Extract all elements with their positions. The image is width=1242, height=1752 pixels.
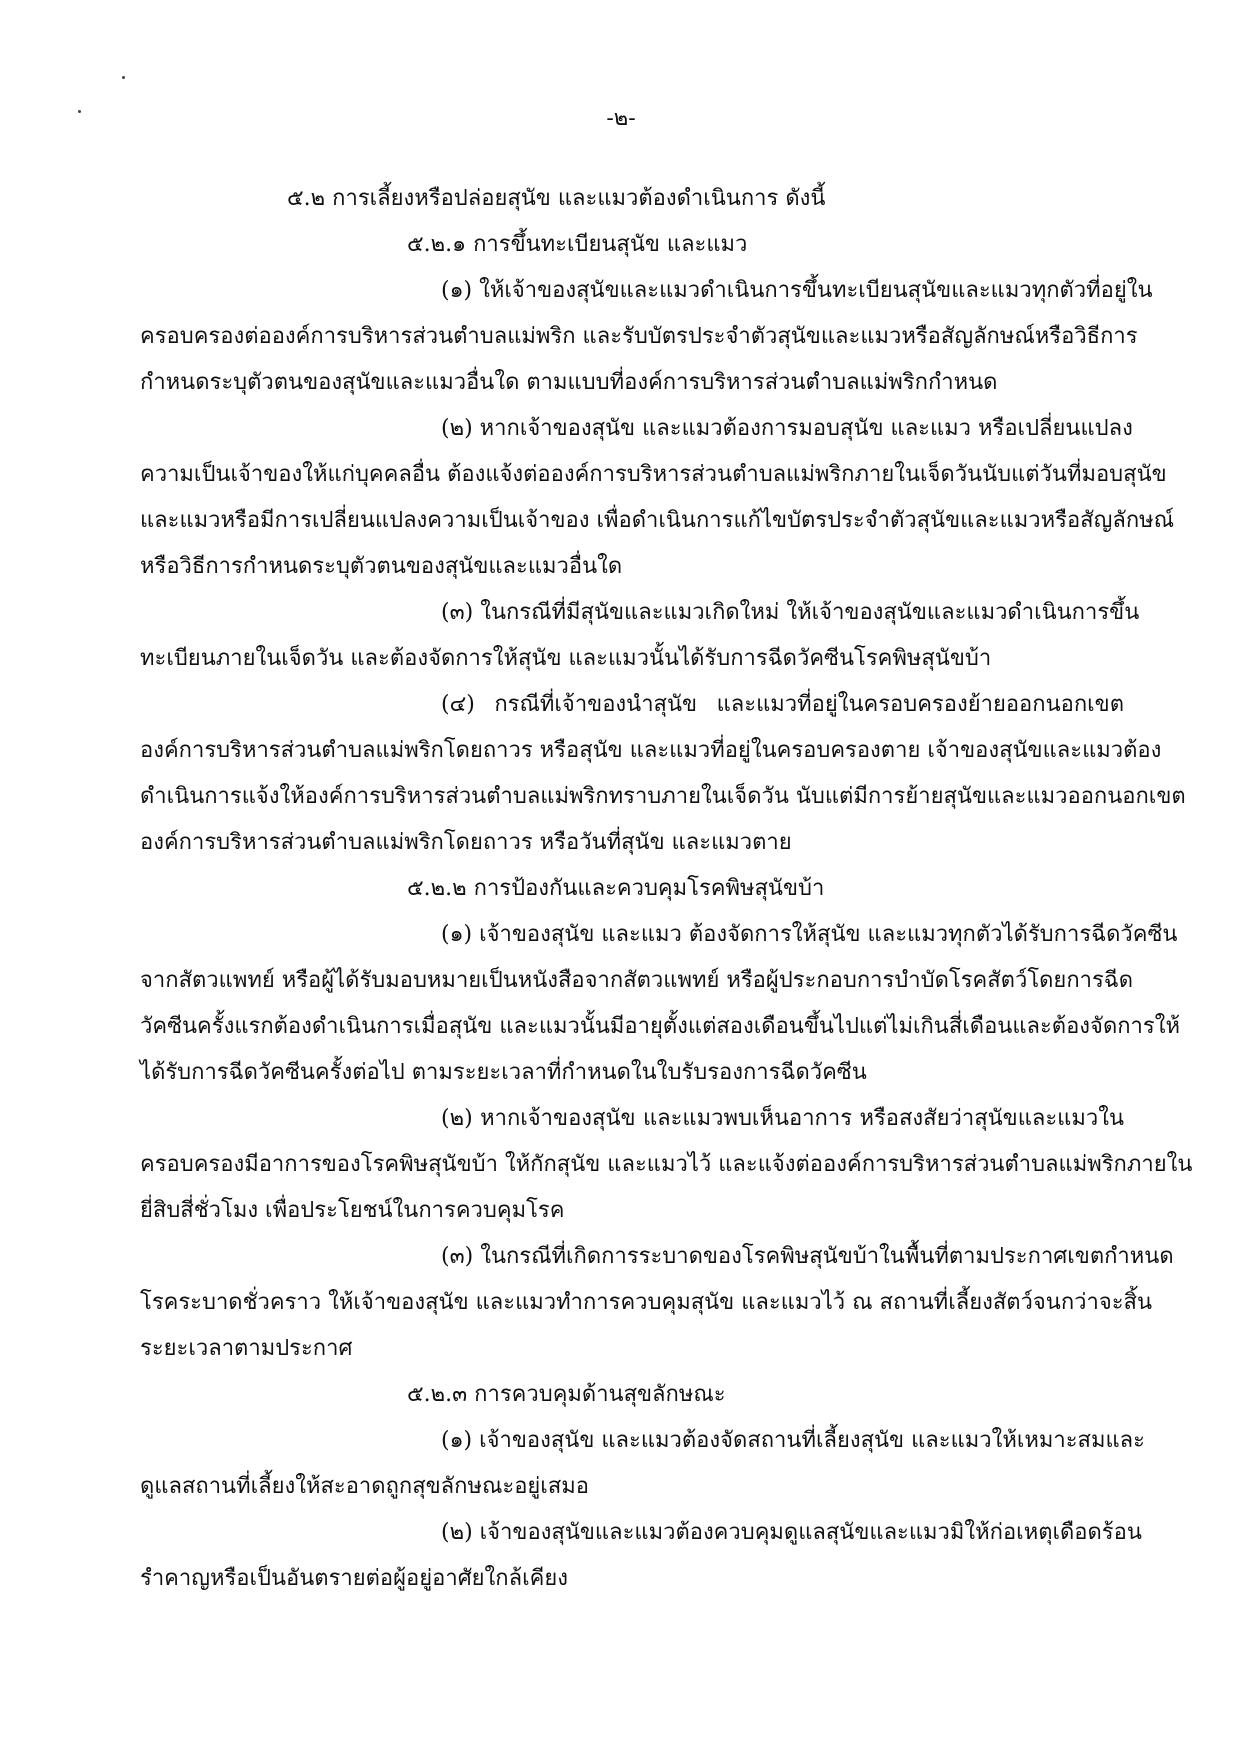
paragraph-line: ครอบครองต่อองค์การบริหารส่วนตำบลแม่พริก และรับบัตรประจำตัวสุนัขและแมวหรือสัญลักษณ์หรือวิธีการ — [140, 324, 1138, 349]
paragraph-line: (๓) ในกรณีที่เกิดการระบาดของโรคพิษสุนัขบ้าในพื้นที่ตามประกาศเขตกำหนด — [441, 1244, 1174, 1269]
paragraph-line: (๑) เจ้าของสุนัข และแมวต้องจัดสถานที่เลี้ยงสุนัข และแมวให้เหมาะสมและ — [441, 1428, 1145, 1453]
paragraph-line: (๒) หากเจ้าของสุนัข และแมวต้องการมอบสุนัข และแมว หรือเปลี่ยนแปลง — [441, 416, 1133, 441]
paragraph-line: (๓) ในกรณีที่มีสุนัขและแมวเกิดใหม่ ให้เจ้าของสุนัขและแมวดำเนินการขึ้น — [441, 600, 1140, 625]
paragraph-line: หรือวิธีการกำหนดระบุตัวตนของสุนัขและแมวอื่นใด — [140, 554, 623, 579]
paragraph-line: (๑) เจ้าของสุนัข และแมว ต้องจัดการให้สุนัข และแมวทุกตัวได้รับการฉีดวัคซีน — [441, 922, 1178, 947]
paragraph-line: (๒) เจ้าของสุนัขและแมวต้องควบคุมดูแลสุนัขและแมวมิให้ก่อเหตุเดือดร้อน — [441, 1520, 1142, 1545]
paragraph-line: องค์การบริหารส่วนตำบลแม่พริกโดยถาวร หรือสุนัข และแมวที่อยู่ในครอบครองตาย เจ้าของสุนัขและแมวต้อง — [140, 738, 1162, 763]
paragraph-line: ครอบครองมีอาการของโรคพิษสุนัขบ้า ให้กักสุนัข และแมวไว้ และแจ้งต่อองค์การบริหารส่วนตำบลแม่พริกภายใน — [140, 1152, 1193, 1177]
paragraph-line: ความเป็นเจ้าของให้แก่บุคคลอื่น ต้องแจ้งต่อองค์การบริหารส่วนตำบลแม่พริกภายในเจ็ดวันนับแต่วันที่มอบสุนัข — [140, 462, 1167, 487]
paragraph-line: ดูแลสถานที่เลี้ยงให้สะอาดถูกสุขลักษณะอยู่เสมอ — [140, 1474, 589, 1499]
paragraph-line: วัคซีนครั้งแรกต้องดำเนินการเมื่อสุนัข และแมวนั้นมีอายุตั้งแต่สองเดือนขึ้นไปแต่ไม่เกินสี่เดือนและต้องจัดการให้ — [140, 1014, 1180, 1039]
paragraph-line: องค์การบริหารส่วนตำบลแม่พริกโดยถาวร หรือวันที่สุนัข และแมวตาย — [140, 830, 792, 855]
paragraph-line: จากสัตวแพทย์ หรือผู้ได้รับมอบหมายเป็นหนังสือจากสัตวแพทย์ หรือผู้ประกอบการบำบัดโรคสัตว์โดยการฉีด — [140, 968, 1134, 993]
subsection-heading-5-2-1: ๕.๒.๑ การขึ้นทะเบียนสุนัข และแมว — [407, 232, 748, 257]
paragraph-line: กำหนดระบุตัวตนของสุนัขและแมวอื่นใด ตามแบบที่องค์การบริหารส่วนตำบลแม่พริกกำหนด — [140, 370, 998, 395]
paragraph-line: (๒) หากเจ้าของสุนัข และแมวพบเห็นอาการ หรือสงสัยว่าสุนัขและแมวใน — [441, 1106, 1124, 1131]
paragraph-line: ดำเนินการแจ้งให้องค์การบริหารส่วนตำบลแม่พริกทราบภายในเจ็ดวัน นับแต่มีการย้ายสุนัขและแมวออกนอกเขต — [140, 784, 1186, 809]
scan-speck — [122, 76, 125, 79]
subsection-heading-5-2-2: ๕.๒.๒ การป้องกันและควบคุมโรคพิษสุนัขบ้า — [407, 876, 825, 901]
paragraph-line: โรคระบาดชั่วคราว ให้เจ้าของสุนัข และแมวทำการควบคุมสุนัข และแมวไว้ ณ สถานที่เลี้ยงสัตว์จนกว่าจะสิ้น — [140, 1290, 1153, 1315]
paragraph-line: (๑) ให้เจ้าของสุนัขและแมวดำเนินการขึ้นทะเบียนสุนัขและแมวทุกตัวที่อยู่ใน — [441, 278, 1153, 303]
paragraph-line: และแมวหรือมีการเปลี่ยนแปลงความเป็นเจ้าของ เพื่อดำเนินการแก้ไขบัตรประจำตัวสุนัขและแมวหรือสัญลักษณ์ — [140, 508, 1175, 533]
page-number: -๒- — [606, 106, 636, 131]
paragraph-line: รำคาญหรือเป็นอันตรายต่อผู้อยู่อาศัยใกล้เคียง — [140, 1566, 568, 1591]
paragraph-line: ได้รับการฉีดวัคซีนครั้งต่อไป ตามระยะเวลาที่กำหนดในใบรับรองการฉีดวัคซีน — [140, 1060, 867, 1085]
subsection-heading-5-2-3: ๕.๒.๓ การควบคุมด้านสุขลักษณะ — [407, 1382, 726, 1407]
paragraph-line: (๔) กรณีที่เจ้าของนำสุนัข และแมวที่อยู่ในครอบครองย้ายออกนอกเขต — [441, 692, 1124, 717]
paragraph-line: ระยะเวลาตามประกาศ — [140, 1336, 353, 1361]
paragraph-line: ทะเบียนภายในเจ็ดวัน และต้องจัดการให้สุนัข และแมวนั้นได้รับการฉีดวัคซีนโรคพิษสุนัขบ้า — [140, 646, 992, 671]
section-heading-5-2: ๕.๒ การเลี้ยงหรือปล่อยสุนัข และแมวต้องดำเนินการ ดังนี้ — [287, 186, 826, 211]
paragraph-line: ยี่สิบสี่ชั่วโมง เพื่อประโยชน์ในการควบคุมโรค — [140, 1198, 565, 1223]
